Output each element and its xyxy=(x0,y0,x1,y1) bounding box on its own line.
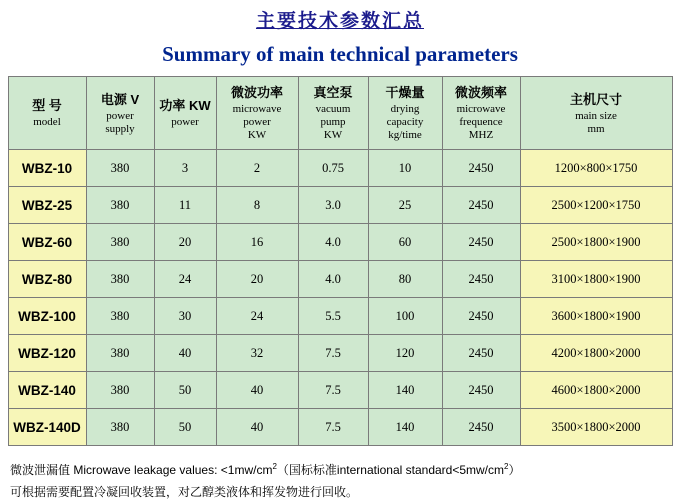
cell-microwave-power: 24 xyxy=(216,298,298,335)
header-cn-microwave-frequency: 微波频率 xyxy=(454,85,507,100)
table-row xyxy=(8,409,672,446)
header-cn-power: 功率 KW xyxy=(159,98,211,113)
cell-power-supply: 380 xyxy=(86,224,154,261)
table-body xyxy=(8,150,672,446)
table-row xyxy=(8,372,672,409)
cell-main-size: 3100×1800×1900 xyxy=(520,261,672,298)
cell-main-size: 1200×800×1750 xyxy=(520,150,672,187)
cell-vacuum-pump: 7.5 xyxy=(298,335,368,372)
cell-drying-capacity: 140 xyxy=(368,372,442,409)
cell-microwave-frequency: 2450 xyxy=(442,150,520,187)
cell-model: WBZ-60 xyxy=(8,224,86,261)
note-leak-standard-exponent: 2 xyxy=(504,462,509,471)
cell-microwave-power: 20 xyxy=(216,261,298,298)
cell-drying-capacity: 100 xyxy=(368,298,442,335)
cell-model: WBZ-25 xyxy=(8,187,86,224)
cell-vacuum-pump: 3.0 xyxy=(298,187,368,224)
cell-vacuum-pump: 5.5 xyxy=(298,298,368,335)
column-header-microwave-frequency xyxy=(442,77,520,150)
cell-microwave-frequency: 2450 xyxy=(442,372,520,409)
cell-microwave-frequency: 2450 xyxy=(442,409,520,446)
cell-main-size: 2500×1200×1750 xyxy=(520,187,672,224)
column-header-drying-capacity xyxy=(368,77,442,150)
cell-drying-capacity: 10 xyxy=(368,150,442,187)
note-leakage xyxy=(10,456,670,481)
page-title-english: Summary of main technical parameters xyxy=(162,42,518,66)
cell-model: WBZ-140D xyxy=(8,409,86,446)
note-leak-value: <1mw/cm xyxy=(220,463,273,477)
cell-vacuum-pump: 0.75 xyxy=(298,150,368,187)
header-en-vacuum-pump: vacuum pump KW xyxy=(315,103,351,141)
cell-microwave-frequency: 2450 xyxy=(442,298,520,335)
cell-model: WBZ-10 xyxy=(8,150,86,187)
table-row xyxy=(8,335,672,372)
header-en-power-supply: power supply xyxy=(105,109,135,135)
cell-power-supply: 380 xyxy=(86,335,154,372)
cell-vacuum-pump: 4.0 xyxy=(298,224,368,261)
header-cn-model: 型 号 xyxy=(32,98,62,113)
cell-power: 40 xyxy=(154,335,216,372)
notes-section xyxy=(0,446,680,503)
table-row xyxy=(8,298,672,335)
cell-power-supply: 380 xyxy=(86,187,154,224)
header-cn-vacuum-pump: 真空泵 xyxy=(313,85,353,100)
cell-vacuum-pump: 4.0 xyxy=(298,261,368,298)
cell-power-supply: 380 xyxy=(86,409,154,446)
cell-microwave-frequency: 2450 xyxy=(442,187,520,224)
cell-main-size: 4600×1800×2000 xyxy=(520,372,672,409)
note-leak-standard-close: ） xyxy=(508,463,521,477)
cell-main-size: 3600×1800×1900 xyxy=(520,298,672,335)
column-header-vacuum-pump xyxy=(298,77,368,150)
header-en-drying-capacity: drying capacity kg/time xyxy=(386,103,424,141)
technical-parameters-table xyxy=(8,76,673,446)
cell-model: WBZ-140 xyxy=(8,372,86,409)
cell-drying-capacity: 120 xyxy=(368,335,442,372)
cell-model: WBZ-100 xyxy=(8,298,86,335)
header-cn-microwave-power: 微波功率 xyxy=(230,85,283,100)
cell-power: 11 xyxy=(154,187,216,224)
column-header-model xyxy=(8,77,86,150)
header-en-model: model xyxy=(33,116,61,128)
cell-power-supply: 380 xyxy=(86,150,154,187)
header-en-microwave-frequency: microwave frequence MHZ xyxy=(456,103,506,141)
cell-model: WBZ-80 xyxy=(8,261,86,298)
cell-vacuum-pump: 7.5 xyxy=(298,409,368,446)
cell-microwave-power: 8 xyxy=(216,187,298,224)
table-row xyxy=(8,224,672,261)
column-header-main-size xyxy=(520,77,672,150)
header-cn-power-supply: 电源 V xyxy=(100,91,140,107)
header-en-power: power xyxy=(171,116,199,128)
cell-drying-capacity: 140 xyxy=(368,409,442,446)
cell-vacuum-pump: 7.5 xyxy=(298,372,368,409)
cell-main-size: 3500×1800×2000 xyxy=(520,409,672,446)
cell-power: 30 xyxy=(154,298,216,335)
cell-drying-capacity: 60 xyxy=(368,224,442,261)
note-leak-label-cn: 微波泄漏值 xyxy=(10,463,71,477)
table-row xyxy=(8,150,672,187)
cell-power: 3 xyxy=(154,150,216,187)
note-leak-standard-open: （国标标准international standard<5mw/cm xyxy=(276,463,505,477)
table-header xyxy=(8,77,672,150)
cell-microwave-power: 32 xyxy=(216,335,298,372)
note-condenser: 可根据需要配置冷凝回收装置，对乙醇类液体和挥发物进行回收。 xyxy=(10,485,359,499)
cell-microwave-frequency: 2450 xyxy=(442,335,520,372)
cell-power-supply: 380 xyxy=(86,298,154,335)
header-en-microwave-power: microwave power KW xyxy=(232,103,282,141)
cell-microwave-power: 40 xyxy=(216,372,298,409)
cell-power: 50 xyxy=(154,372,216,409)
cell-microwave-power: 40 xyxy=(216,409,298,446)
cell-main-size: 2500×1800×1900 xyxy=(520,224,672,261)
cell-power-supply: 380 xyxy=(86,261,154,298)
header-row xyxy=(8,77,672,150)
column-header-power xyxy=(154,77,216,150)
cell-power-supply: 380 xyxy=(86,372,154,409)
table-row xyxy=(8,261,672,298)
cell-microwave-power: 16 xyxy=(216,224,298,261)
cell-drying-capacity: 80 xyxy=(368,261,442,298)
cell-power: 20 xyxy=(154,224,216,261)
header-cn-drying-capacity: 干燥量 xyxy=(385,85,425,100)
cell-power: 50 xyxy=(154,409,216,446)
cell-model: WBZ-120 xyxy=(8,335,86,372)
cell-microwave-power: 2 xyxy=(216,150,298,187)
cell-drying-capacity: 25 xyxy=(368,187,442,224)
column-header-microwave-power xyxy=(216,77,298,150)
cell-main-size: 4200×1800×2000 xyxy=(520,335,672,372)
note-leak-unit-exponent: 2 xyxy=(272,462,277,471)
column-header-power-supply xyxy=(86,77,154,150)
header-cn-main-size: 主机尺寸 xyxy=(569,91,622,107)
cell-microwave-frequency: 2450 xyxy=(442,261,520,298)
cell-microwave-frequency: 2450 xyxy=(442,224,520,261)
header-en-main-size: main size mm xyxy=(575,109,617,135)
table-row xyxy=(8,187,672,224)
page-title-chinese: 主要技术参数汇总 xyxy=(255,11,424,32)
note-leak-label-en: Microwave leakage values: xyxy=(73,463,218,477)
cell-power: 24 xyxy=(154,261,216,298)
